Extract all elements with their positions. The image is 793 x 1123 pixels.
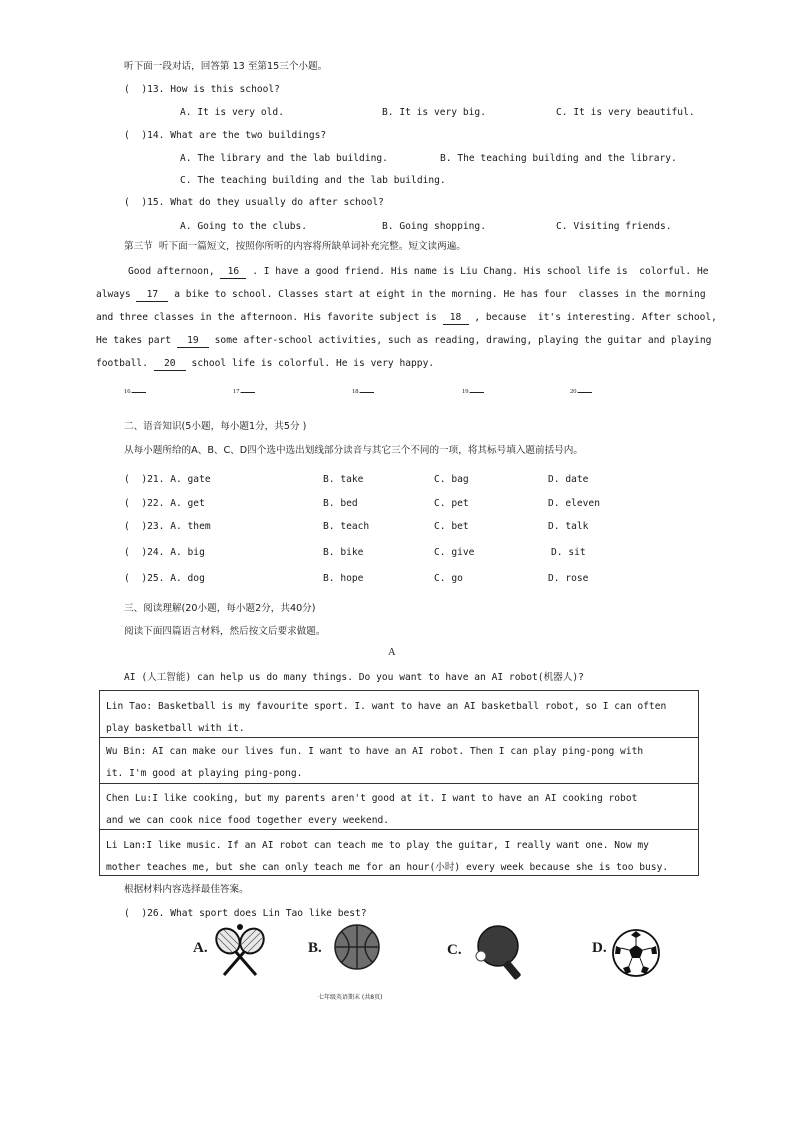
q22-stem: ( )22. A. get — [124, 498, 205, 509]
table-row-li-lan-2: mother teaches me, but she can only teach me for an hour(小时) every week because she is too busy. — [106, 862, 669, 873]
table-row-li-lan-1: Li Lan:I like music. If an AI robot can teach me to play the guitar, I really want one. Now my — [106, 840, 649, 851]
q15-option-c: C. Visiting friends. — [556, 221, 672, 232]
blank-17[interactable]: 17 — [136, 288, 168, 302]
blank-19[interactable]: 19 — [177, 334, 209, 348]
section3-instruction: 第三节 听下面一篇短文，按照你所听的内容将所缺单词补充完整。短文读两遍。 — [124, 241, 466, 252]
page-footer: 七年级英语期末 (共8页) — [318, 994, 383, 1001]
passage-line-1: Good afternoon, 16 . I have a good friend. His name is Liu Chang. His school life is colorful. He — [128, 266, 709, 277]
q21-stem: ( )21. A. gate — [124, 474, 211, 485]
table-row-lin-tao-1: Lin Tao: Basketball is my favourite sport. I. want to have an AI basketball robot, so I can often — [106, 701, 667, 712]
q13-option-b: B. It is very big. — [382, 107, 486, 118]
choose-instruction: 根据材料内容选择最佳答案。 — [124, 884, 249, 895]
q23-option-c: C. bet — [434, 521, 469, 532]
blank-20[interactable]: 20 — [154, 357, 186, 371]
reading-heading: 三、阅读理解(20小题，每小题2分，共40分) — [124, 603, 316, 614]
q13-stem: ( )13. How is this school? — [124, 84, 280, 95]
q14-stem: ( )14. What are the two buildings? — [124, 130, 327, 141]
q14-option-b: B. The teaching building and the library. — [440, 153, 677, 164]
reading-instruction: 阅读下面四篇语言材料，然后按文后要求做题。 — [124, 626, 326, 637]
q21-option-b: B. take — [323, 474, 364, 485]
q14-option-a: A. The library and the lab building. — [180, 153, 388, 164]
part-label: A — [388, 647, 396, 658]
table-row-chen-lu-1: Chen Lu:I like cooking, but my parents aren't good at it. I want to have an AI cooking robot — [106, 793, 638, 804]
q25-stem: ( )25. A. dog — [124, 573, 205, 584]
q22-option-c: C. pet — [434, 498, 469, 509]
answer-20[interactable]: 20. — [570, 388, 592, 395]
q21-option-c: C. bag — [434, 474, 469, 485]
q25-option-c: C. go — [434, 573, 463, 584]
q13-option-c: C. It is very beautiful. — [556, 107, 695, 118]
passage-line-5: football. 20 school life is colorful. He is very happy. — [96, 358, 435, 369]
answer-18[interactable]: 18. — [352, 388, 374, 395]
soccer-ball-icon — [611, 928, 661, 978]
table-row-wu-bin-1: Wu Bin: AI can make our lives fun. I want to have an AI robot. Then I can play ping-pong with — [106, 746, 644, 757]
passage-line-4: He takes part 19 some after-school activities, such as reading, drawing, playing the guitar and playing — [96, 335, 712, 346]
q24-option-d: D. sit — [551, 547, 586, 558]
phonetics-instruction: 从每小题所给的A、B、C、D四个选中选出划线部分读音与其它三个不同的一项，将其标号填入题前括号内。 — [124, 445, 583, 456]
reading-intro: AI (人工智能) can help us do many things. Do you want to have an AI robot(机器人)? — [124, 672, 584, 683]
phonetics-heading: 二、语音知识(5小题，每小题1分，共5分 ) — [124, 421, 307, 432]
answer-16[interactable]: 16. — [124, 388, 146, 395]
blank-16[interactable]: 16 — [220, 265, 246, 279]
table-row-chen-lu-2: and we can cook nice food together every weekend. — [106, 815, 390, 826]
ping-pong-paddle-icon — [472, 922, 534, 980]
answer-17[interactable]: 17. — [233, 388, 255, 395]
q26-option-c[interactable]: C. — [447, 942, 462, 958]
q23-option-b: B. teach — [323, 521, 370, 532]
q13-option-a: A. It is very old. — [180, 107, 284, 118]
q23-option-d: D. talk — [548, 521, 589, 532]
q26-option-b[interactable]: B. — [308, 940, 322, 956]
q24-stem: ( )24. A. big — [124, 547, 205, 558]
q22-option-b: B. bed — [323, 498, 358, 509]
q14-option-c: C. The teaching building and the lab building. — [180, 175, 446, 186]
q24-option-c: C. give — [434, 547, 475, 558]
tennis-rackets-icon — [210, 923, 272, 979]
table-row-lin-tao-2: play basketball with it. — [106, 723, 245, 734]
listening-intro: 听下面一段对话，回答第 13 至第15三个小题。 — [124, 61, 328, 72]
passage-line-2: always 17 a bike to school. Classes start at eight in the morning. He has four classes in the morning — [96, 289, 706, 300]
basketball-icon — [333, 923, 381, 975]
table-row-wu-bin-2: it. I'm good at playing ping-pong. — [106, 768, 303, 779]
q22-option-d: D. eleven — [548, 498, 600, 509]
q26-option-a[interactable]: A. — [193, 940, 208, 956]
q21-option-d: D. date — [548, 474, 589, 485]
q23-stem: ( )23. A. them — [124, 521, 211, 532]
q15-option-a: A. Going to the clubs. — [180, 221, 308, 232]
q24-option-b: B. bike — [323, 547, 364, 558]
q26-stem: ( )26. What sport does Lin Tao like best? — [124, 908, 367, 919]
passage-line-3: and three classes in the afternoon. His favorite subject is 18 , because it's interesting. After school, — [96, 312, 717, 323]
q26-option-d[interactable]: D. — [592, 940, 607, 956]
q15-stem: ( )15. What do they usually do after school? — [124, 197, 384, 208]
answer-19[interactable]: 19. — [462, 388, 484, 395]
q25-option-b: B. hope — [323, 573, 364, 584]
q15-option-b: B. Going shopping. — [382, 221, 486, 232]
q25-option-d: D. rose — [548, 573, 589, 584]
blank-18[interactable]: 18 — [443, 311, 469, 325]
